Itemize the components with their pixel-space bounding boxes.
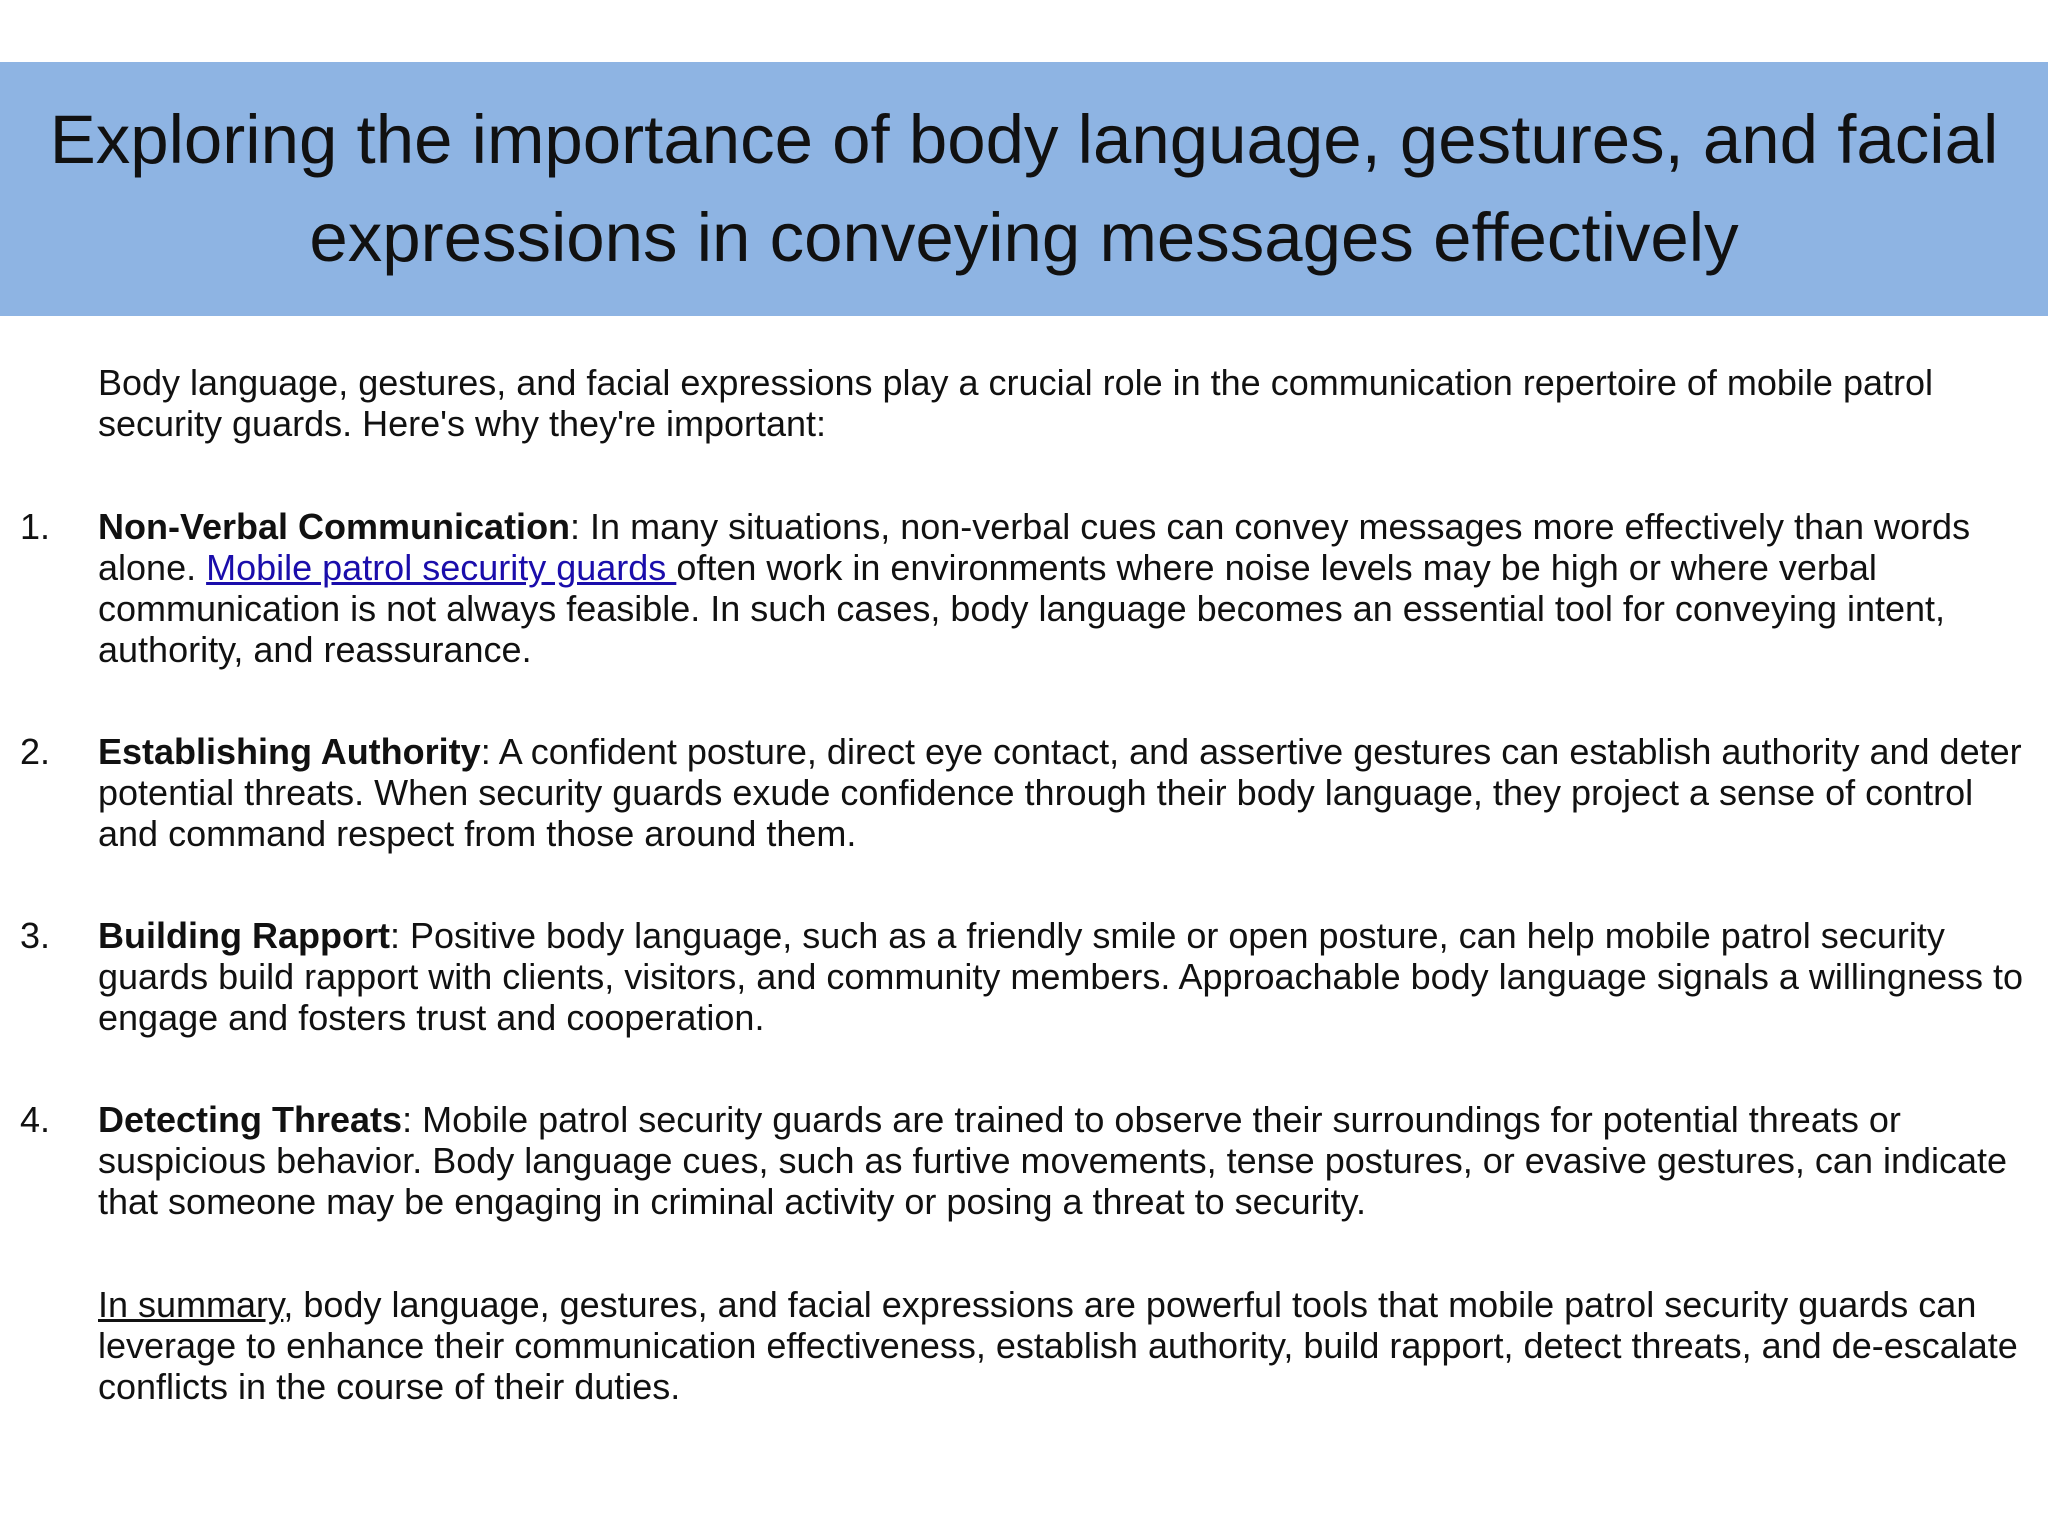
item-text: [98, 506, 2028, 670]
item-title: Establishing Authority: [98, 731, 481, 772]
item-text: [98, 731, 2028, 854]
mobile-patrol-link[interactable]: Mobile patrol security guards: [206, 547, 677, 588]
summary-lead: In summary: [98, 1284, 284, 1325]
slide-title: Exploring the importance of body language, gestures, and facial expressions in conveying messages effectively: [49, 101, 1999, 276]
item-text: [98, 1099, 2028, 1222]
item-title: Building Rapport: [98, 915, 390, 956]
item-number: 1.: [20, 506, 51, 547]
item-number: 4.: [20, 1099, 51, 1140]
item-number: 2.: [20, 731, 51, 772]
intro-paragraph: Body language, gestures, and facial expressions play a crucial role in the communication repertoire of mobile patrol security guards. Here's why they're important:: [98, 362, 1933, 444]
item-body: : A confident posture, direct eye contact, and assertive gestures can establish authority and deter potential threats. When security guards exude confidence through their body language, they project a sense of control and command respect from those around them.: [98, 731, 2022, 854]
item-body-end: often work in environments where noise levels may be high or where verbal communication is not always feasible. In such cases, body language becomes an essential tool for conveying intent, authority, and reassurance.: [98, 547, 1946, 670]
item-text: [98, 915, 2028, 1038]
item-title: Detecting Threats: [98, 1099, 403, 1140]
item-body-start: : In many situations, non-verbal cues can convey messages more effectively than words alone.: [98, 506, 1971, 588]
summary-paragraph: [98, 1284, 2018, 1407]
title-band: [0, 62, 2048, 316]
summary-body: , body language, gestures, and facial expressions are powerful tools that mobile patrol security guards can leverage to enhance their communication effectiveness, establish authority, build rapport, detect threats, and de-escalate conflicts in the course of their duties.: [98, 1284, 2018, 1407]
item-title: Non-Verbal Communication: [98, 506, 571, 547]
item-number: 3.: [20, 915, 51, 956]
item-body: : Mobile patrol security guards are trained to observe their surroundings for potential threats or suspicious behavior. Body language cues, such as furtive movements, tense postures, or evasive gestures, can indicate that someone may be engaging in criminal activity or posing a threat to security.: [98, 1099, 2008, 1222]
item-body: : Positive body language, such as a friendly smile or open posture, can help mobile patrol security guards build rapport with clients, visitors, and community members. Approachable body language signals a willingness to engage and fosters trust and cooperation.: [98, 915, 2024, 1038]
